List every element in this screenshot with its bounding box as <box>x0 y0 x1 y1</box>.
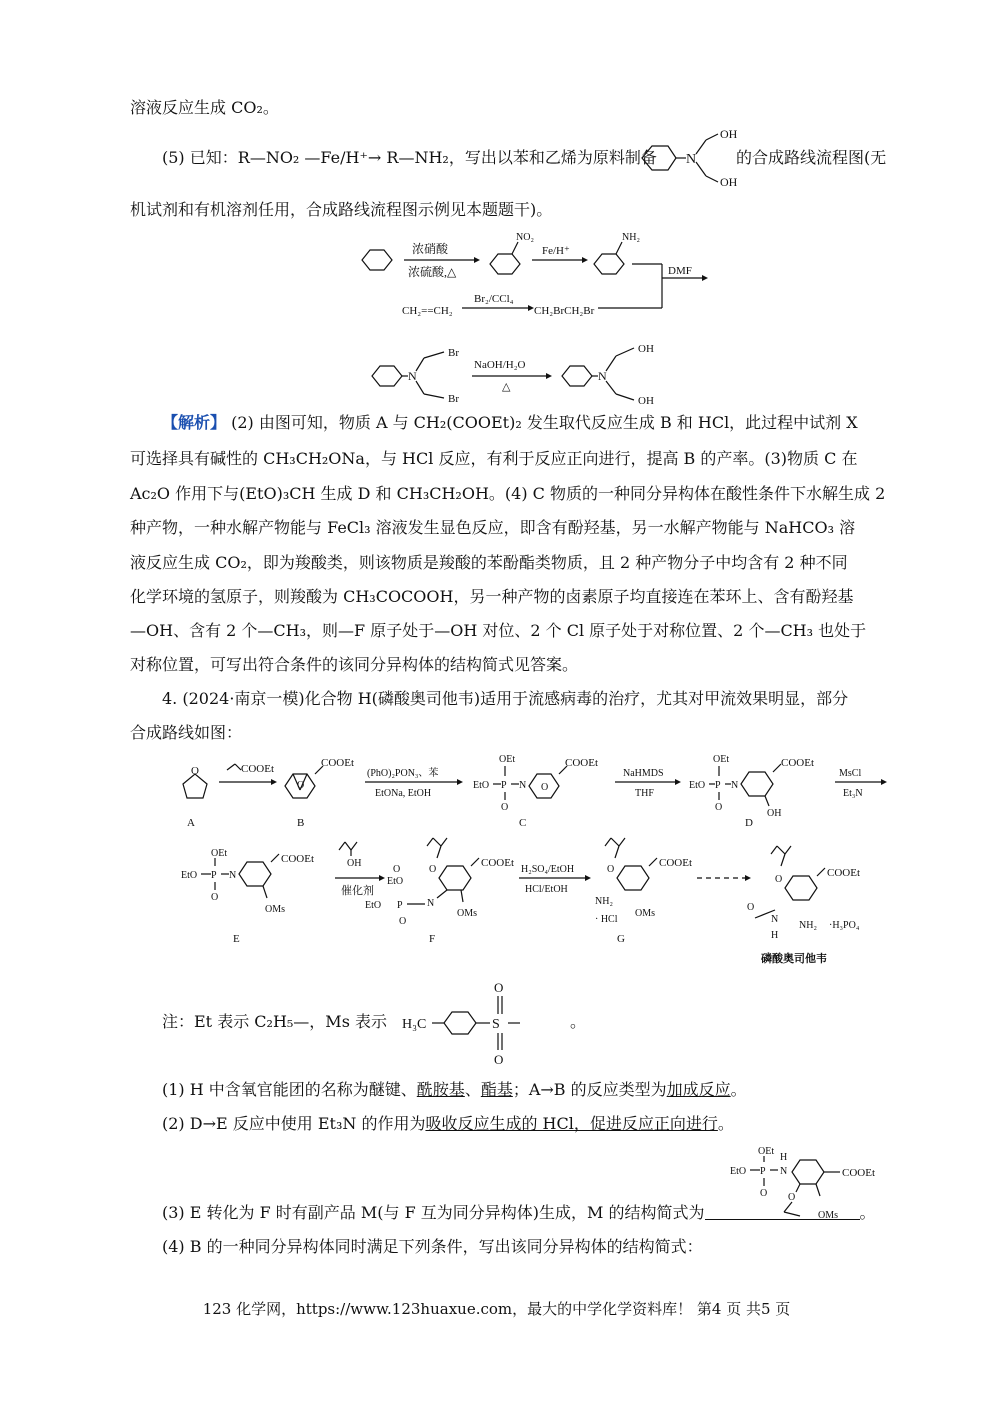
q3-text: (3) E 转化为 F 时有副产品 M(与 F 互为同分异构体)生成，M 的结构简式为 <box>162 1203 705 1222</box>
nitrobenzene-ring <box>490 254 520 274</box>
q2-text-a: (2) D→E 反应中使用 Et₃N 的作用为 <box>162 1114 426 1133</box>
q1-sep: 、 <box>464 1080 481 1099</box>
ms-group-structure <box>400 978 560 1068</box>
svg-text:P: P <box>501 780 507 791</box>
svg-text:OH: OH <box>720 127 738 141</box>
question-1-line <box>162 1080 747 1100</box>
note-line: 注：Et 表示 C₂H₅—，Ms 表示 <box>162 1012 387 1031</box>
analysis-line-3: Ac₂O 作用下与(EtO)₃CH 生成 D 和 CH₃CH₂OH。(4) C 物质的一种同分异构体在酸性条件下水解生成 2 <box>130 484 886 503</box>
svg-text:COOEt: COOEt <box>565 757 598 769</box>
svg-text:CH₂BrCH₂Br: CH₂BrCH₂Br <box>534 305 595 317</box>
svg-text:O: O <box>747 902 755 913</box>
question-5-line-1 <box>162 148 657 168</box>
svg-text:N: N <box>771 914 779 925</box>
svg-text:HCl/EtOH: HCl/EtOH <box>525 884 568 895</box>
svg-text:P: P <box>760 1166 766 1177</box>
svg-text:OMs: OMs <box>818 1210 839 1221</box>
svg-text:EtONa, EtOH: EtONa, EtOH <box>375 788 432 799</box>
svg-text:O: O <box>494 980 504 995</box>
svg-text:EtO: EtO <box>473 780 490 791</box>
reaction-scheme-row-1 <box>175 752 895 832</box>
svg-text:COOEt: COOEt <box>481 857 514 869</box>
q5-prefix: (5) 已知： <box>162 148 238 167</box>
svg-text:O: O <box>715 802 723 813</box>
question-2-line <box>162 1114 734 1134</box>
svg-text:OH: OH <box>767 808 782 819</box>
svg-text:B: B <box>297 817 305 829</box>
svg-text:O: O <box>501 802 509 813</box>
svg-text:H: H <box>771 930 779 941</box>
analysis-line-8: 对称位置，可写出符合条件的该同分异构体的结构简式见答案。 <box>130 655 579 674</box>
analysis-line-2: 可选择具有碱性的 CH₃CH₂ONa，与 HCl 反应，有利于反应正向进行，提高 B 的产率。(3)物质 C 在 <box>130 449 858 468</box>
svg-text:O: O <box>191 765 199 777</box>
svg-text:NaHMDS: NaHMDS <box>623 768 664 779</box>
svg-text:H₃C: H₃C <box>402 1017 427 1032</box>
svg-text:O: O <box>788 1192 796 1203</box>
question-4-line-2: 合成路线如图： <box>130 723 243 742</box>
svg-text:OH: OH <box>638 395 654 407</box>
synthesis-route-diagram <box>350 228 710 408</box>
aniline-ring <box>594 254 624 274</box>
svg-text:COOEt: COOEt <box>659 857 692 869</box>
svg-text:O: O <box>297 780 305 791</box>
svg-text:OEt: OEt <box>713 754 730 765</box>
svg-text:EtO: EtO <box>689 780 706 791</box>
svg-text:O: O <box>607 864 615 875</box>
svg-text:Br₂/CCl₄: Br₂/CCl₄ <box>474 293 514 305</box>
svg-text:A: A <box>187 817 195 829</box>
svg-text:COOEt: COOEt <box>281 853 314 865</box>
product-ring <box>562 366 592 386</box>
svg-text:O: O <box>541 782 549 793</box>
svg-text:Fe/H⁺: Fe/H⁺ <box>542 245 570 257</box>
q1-answer-2: 酯基 <box>480 1080 513 1099</box>
analysis-line-7: —OH、含有 2 个—CH₃，则—F 原子处于—OH 对位、2 个 Cl 原子处于对称位置、2 个—CH₃ 也处于 <box>130 621 867 640</box>
svg-text:OH: OH <box>638 343 654 355</box>
svg-text:N: N <box>408 369 417 383</box>
svg-text:THF: THF <box>635 788 654 799</box>
svg-text:(PhO)₂PON₃、苯: (PhO)₂PON₃、苯 <box>367 768 439 779</box>
page-footer: 123 化学网，https://www.123huaxue.com，最大的中学化学资料库！ 第4 页 共5 页 <box>202 1300 791 1318</box>
svg-text:浓硝酸: 浓硝酸 <box>412 242 449 256</box>
svg-text:NH₂: NH₂ <box>595 896 613 907</box>
svg-text:NaOH/H₂O: NaOH/H₂O <box>474 359 526 371</box>
svg-text:Br: Br <box>448 393 459 405</box>
svg-text:NH₂: NH₂ <box>622 232 640 243</box>
svg-text:G: G <box>617 933 625 945</box>
target-molecule-structure <box>632 124 742 194</box>
svg-text:OMs: OMs <box>265 904 286 915</box>
note-end: 。 <box>570 1012 587 1031</box>
svg-text:N: N <box>229 870 237 881</box>
svg-text:CH₂==CH₂: CH₂==CH₂ <box>402 305 453 317</box>
svg-text:O: O <box>494 1052 504 1067</box>
q5-text-b: 的合成路线流程图(无 <box>736 148 887 167</box>
svg-text:NO₂: NO₂ <box>516 232 534 243</box>
svg-text:E: E <box>233 933 240 945</box>
reaction-scheme-row-2 <box>175 838 895 970</box>
question-4-line-1: 4. (2024·南京一模)化合物 H(磷酸奥司他韦)适用于流感病毒的治疗，尤其对甲流效果明显，部分 <box>162 689 849 708</box>
svg-text:N: N <box>598 369 607 383</box>
svg-text:Br: Br <box>448 347 459 359</box>
svg-text:C: C <box>519 817 527 829</box>
svg-text:EtO: EtO <box>387 876 404 887</box>
q5-reaction: R—NO₂ —Fe/H⁺→ R—NH₂， <box>237 148 465 167</box>
svg-text:COOEt: COOEt <box>842 1167 875 1179</box>
svg-text:OEt: OEt <box>758 1146 775 1157</box>
svg-text:OMs: OMs <box>635 908 656 919</box>
svg-text:O: O <box>775 874 783 885</box>
q1-end: 。 <box>730 1080 747 1099</box>
q1-text-a: (1) H 中含氧官能团的名称为醚键、 <box>162 1080 417 1099</box>
q1-text-e: ；A→B 的反应类型为 <box>512 1080 667 1099</box>
q5-text-a: 写出以苯和乙烯为原料制备 <box>464 148 657 167</box>
analysis-line-5: 液反应生成 CO₂，即为羧酸类，则该物质是羧酸的苯酚酯类物质，且 2 种产物分子中均含有 2 种不同 <box>130 553 848 572</box>
svg-text:P: P <box>715 780 721 791</box>
q1-answer-3: 加成反应 <box>666 1080 731 1099</box>
benzene-ring <box>362 250 392 270</box>
svg-text:N: N <box>780 1166 788 1177</box>
svg-text:P: P <box>397 900 403 911</box>
svg-text:OEt: OEt <box>499 754 516 765</box>
svg-text:O: O <box>393 864 401 875</box>
dibromo-amine-ring <box>372 366 402 386</box>
analysis-text: (2) 由图可知，物质 A 与 CH₂(COOEt)₂ 发生取代反应生成 B 和 HCl，此过程中试剂 X <box>231 413 858 432</box>
svg-text:NH₂: NH₂ <box>799 920 817 931</box>
q5-text-c: 机试剂和有机溶剂任用，合成路线流程图示例见本题题干)。 <box>130 200 553 219</box>
svg-text:N: N <box>427 898 435 909</box>
svg-text:O: O <box>760 1188 768 1199</box>
svg-text:N: N <box>731 780 739 791</box>
analysis-line-1 <box>162 413 858 433</box>
q1-answer-1: 酰胺基 <box>416 1080 465 1099</box>
svg-text:COOEt: COOEt <box>827 867 860 879</box>
svg-text:OH: OH <box>720 175 738 189</box>
svg-text:COOEt: COOEt <box>241 763 274 775</box>
svg-text:Et₃N: Et₃N <box>843 788 863 799</box>
svg-text:P: P <box>211 870 217 881</box>
svg-text:· HCl: · HCl <box>595 914 618 925</box>
svg-text:H₂SO₄/EtOH: H₂SO₄/EtOH <box>521 864 575 875</box>
svg-text:△: △ <box>502 381 511 393</box>
svg-text:OMs: OMs <box>457 908 478 919</box>
svg-text:O: O <box>211 892 219 903</box>
q2-answer: 吸收反应生成的 HCl，促进反应正向进行 <box>425 1114 718 1133</box>
question-3-line <box>162 1203 876 1223</box>
svg-text:O: O <box>399 916 407 927</box>
svg-text:COOEt: COOEt <box>781 757 814 769</box>
svg-text:催化剂: 催化剂 <box>341 885 374 897</box>
question-4b-line: (4) B 的一种同分异构体同时满足下列条件，写出该同分异构体的结构简式： <box>162 1237 703 1256</box>
analysis-line-4: 种产物，一种水解产物能与 FeCl₃ 溶液发生显色反应，即含有酚羟基，另一水解产物能与 NaHCO₃ 溶 <box>130 518 856 537</box>
svg-text:DMF: DMF <box>668 265 692 277</box>
paragraph-line: 溶液反应生成 CO₂。 <box>130 98 279 117</box>
svg-text:N: N <box>686 152 697 167</box>
q3-end: 。 <box>859 1203 876 1222</box>
svg-text:S: S <box>492 1017 500 1032</box>
svg-text:MsCl: MsCl <box>839 768 862 779</box>
svg-text:OEt: OEt <box>211 848 228 859</box>
svg-text:EtO: EtO <box>365 900 382 911</box>
svg-text:浓硫酸,△: 浓硫酸,△ <box>408 265 457 279</box>
svg-text:OH: OH <box>347 858 362 869</box>
svg-text:磷酸奥司他韦: 磷酸奥司他韦 <box>761 953 827 965</box>
analysis-line-6: 化学环境的氢原子，则羧酸为 CH₃COCOOH，另一种产物的卤素原子均直接连在苯环上、含有酚羟基 <box>130 587 854 606</box>
svg-text:EtO: EtO <box>181 870 198 881</box>
q2-end: 。 <box>717 1114 734 1133</box>
svg-text:COOEt: COOEt <box>321 757 354 769</box>
svg-text:F: F <box>429 933 436 945</box>
svg-text:O: O <box>429 864 437 875</box>
svg-text:EtO: EtO <box>730 1166 747 1177</box>
svg-text:·H₃PO₄: ·H₃PO₄ <box>829 920 860 931</box>
svg-text:D: D <box>745 817 753 829</box>
svg-text:N: N <box>519 780 527 791</box>
svg-text:H: H <box>780 1152 788 1163</box>
q3-answer-blank <box>705 1205 860 1220</box>
analysis-tag: 【解析】 <box>162 413 227 432</box>
